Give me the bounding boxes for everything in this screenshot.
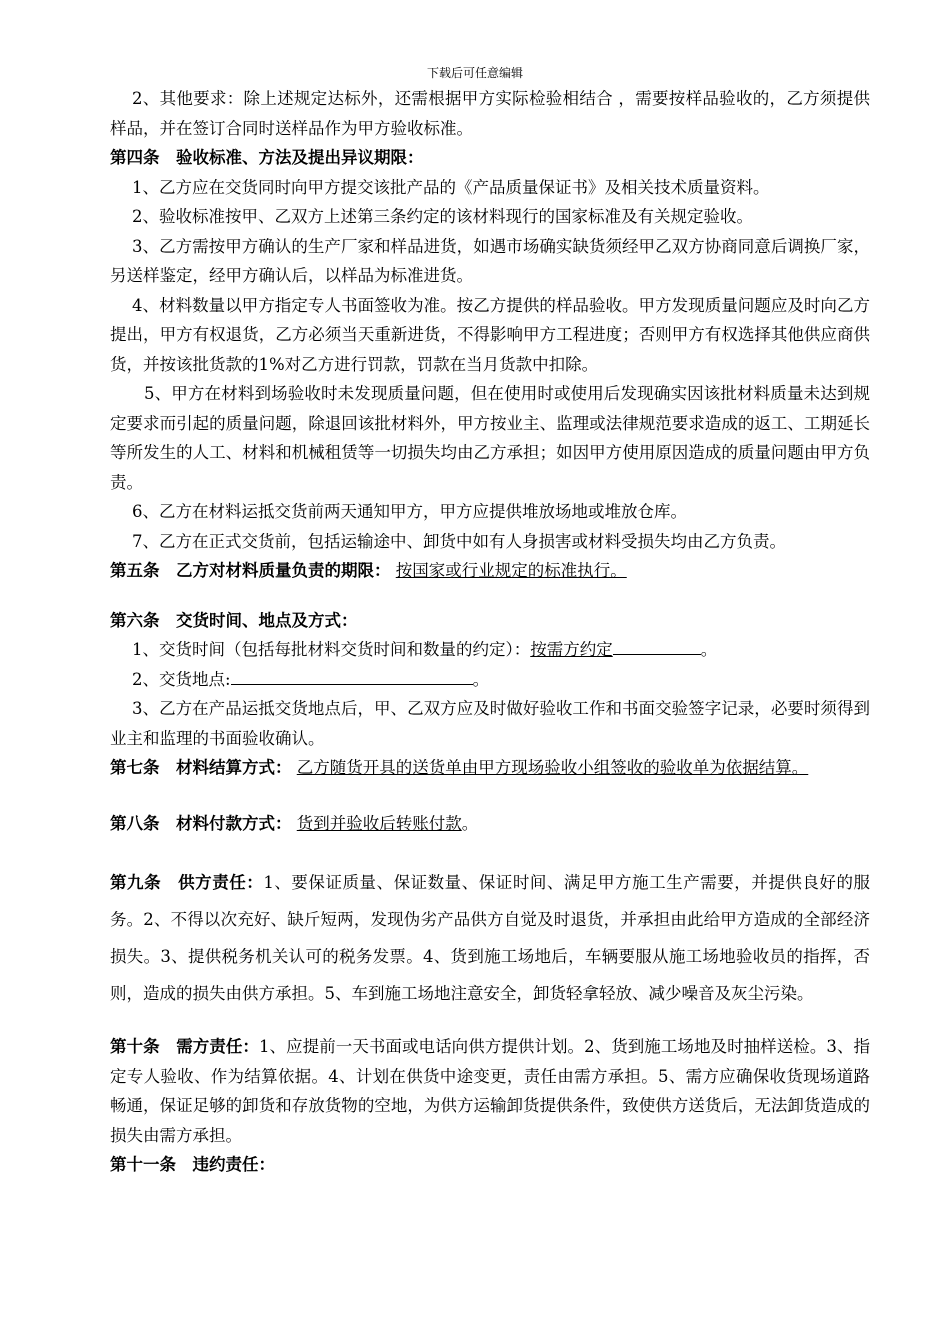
clause6-item1-end: 。 bbox=[700, 640, 718, 659]
clause4-item3: 3、乙方需按甲方确认的生产厂家和样品进货，如遇市场确实缺货须经甲乙双方协商同意后调换厂家，另送样鉴定，经甲方确认后，以样品为标准进货。 bbox=[110, 236, 870, 285]
clause7-value: 乙方随货开具的送货单由甲方现场验收小组签收的验收单为依据结算。 bbox=[296, 758, 809, 777]
clause4-item1: 1、乙方应在交货同时向甲方提交该批产品的《产品质量保证书》及相关技术质量资料。 bbox=[132, 177, 770, 197]
clause4-item5: 5、甲方在材料到场验收时未发现质量问题，但在使用时或使用后发现确实因该批材料质量未达到规定要求而引起的质量问题，除退回该批材料外，甲方按业主、监理或法律规范要求造成的返工、工期延长等所发生的人工、材料和机械租赁等一切损失均由乙方承担；如因甲方使用原因造成的质量问题由甲方负责。 bbox=[110, 384, 870, 492]
clause11-title: 第十一条 违约责任： bbox=[110, 1155, 275, 1174]
clause9-title: 第九条 供方责任： bbox=[110, 873, 264, 892]
spacer bbox=[110, 1012, 870, 1032]
clause6-item1-label: 1、交货时间（包括每批材料交货时间和数量的约定）： bbox=[132, 640, 531, 659]
clause3-item2: 2、其他要求：除上述规定达标外，还需根据甲方实际检验相结合 ，需要按样品验收的，乙方须提供样品，并在签订合同时送样品作为甲方验收标准。 bbox=[110, 89, 870, 138]
clause4-item7: 7、乙方在正式交货前，包括运输途中、卸货中如有人身损害或材料受损失均由乙方负责。 bbox=[132, 531, 786, 551]
clause4-item4: 4、材料数量以甲方指定专人书面签收为准。按乙方提供的样品验收。甲方发现质量问题应及时向乙方提出，甲方有权退货，乙方必须当天重新进货，不得影响甲方工程进度；否则甲方有权选择其他供应商供货，并按该批货款的1%对乙方进行罚款，罚款在当月货款中扣除。 bbox=[110, 295, 870, 374]
clause9-text: 1、要保证质量、保证数量、保证时间、满足甲方施工生产需要，并提供良好的服务。2、不得以次充好、缺斤短两，发现伪劣产品供方自觉及时退货，并承担由此给甲方造成的全部经济损失。3、提供税务机关认可的税务发票。4、货到施工场地后，车辆要服从施工场地验收员的指挥，否则，造成的损失由供方承担。5、车到施工场地注意安全，卸货轻拿轻放、减少噪音及灰尘污染。 bbox=[110, 873, 871, 1003]
clause10-text: 1、应提前一天书面或电话向供方提供计划。2、货到施工场地及时抽样送检。3、指定专人验收、作为结算依据。4、计划在供货中途变更，责任由需方承担。5、需方应确保收货现场道路畅通，保证足够的卸货和存放货物的空地，为供方运输卸货提供条件，致使供方送货后，无法卸货造成的损失由需方承担。 bbox=[110, 1037, 871, 1145]
clause6-item2-end: 。 bbox=[472, 669, 490, 689]
clause6-title: 第六条 交货时间、地点及方式： bbox=[110, 610, 358, 630]
clause7 bbox=[110, 753, 870, 783]
clause6-item1 bbox=[110, 635, 870, 665]
clause6-item2-label: 2、交货地点: bbox=[132, 669, 231, 689]
delivery-location-blank bbox=[231, 666, 473, 685]
spacer bbox=[110, 783, 870, 809]
clause6-item1-value: 按需方约定 bbox=[530, 640, 613, 659]
spacer bbox=[110, 586, 870, 606]
clause5 bbox=[110, 556, 870, 586]
spacer bbox=[110, 838, 870, 864]
clause4-item6: 6、乙方在材料运抵交货前两天通知甲方，甲方应提供堆放场地或堆放仓库。 bbox=[132, 502, 687, 521]
clause7-title: 第七条 材料结算方式： bbox=[110, 758, 292, 777]
clause10-title: 第十条 需方责任： bbox=[110, 1037, 259, 1056]
clause6-item3: 3、乙方在产品运抵交货地点后，甲、乙双方应及时做好验收工作和书面交验签字记录，必要时须得到业主和监理的书面验收确认。 bbox=[110, 699, 870, 748]
clause5-title: 第五条 乙方对材料质量负责的期限： bbox=[110, 561, 391, 580]
clause6-item2 bbox=[110, 665, 870, 695]
clause4-item2: 2、验收标准按甲、乙双方上述第三条约定的该材料现行的国家标准及有关规定验收。 bbox=[132, 207, 753, 226]
clause8-title: 第八条 材料付款方式： bbox=[110, 813, 292, 833]
document-body bbox=[110, 84, 870, 1180]
clause8-value: 货到并验收后转账付款 bbox=[296, 813, 462, 833]
clause9 bbox=[110, 864, 870, 1012]
clause4-title: 第四条 验收标准、方法及提出异议期限： bbox=[110, 148, 424, 167]
clause5-value: 按国家或行业规定的标准执行。 bbox=[395, 561, 627, 580]
clause8-end: 。 bbox=[461, 813, 479, 833]
clause10 bbox=[110, 1032, 870, 1150]
clause8 bbox=[110, 809, 870, 839]
page-header: 下载后可任意编辑 bbox=[426, 66, 523, 80]
clause6-item1-blank bbox=[613, 636, 701, 655]
